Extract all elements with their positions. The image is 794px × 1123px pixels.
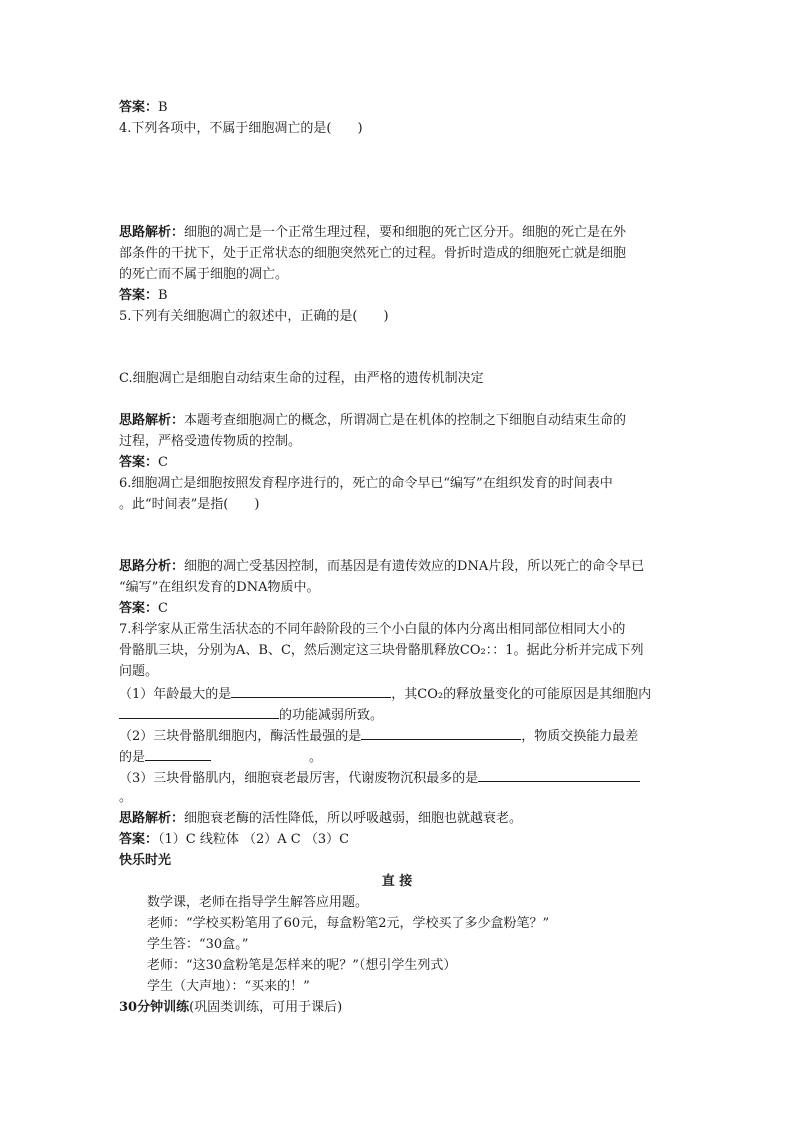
answer-label: 答案： bbox=[119, 832, 159, 847]
story-line-5: 学生（大声地）：“买来的！” bbox=[147, 979, 310, 994]
question-7-line-1: 7.科学家从正常生活状态的不同年龄阶段的三个小白鼠的体内分离出相同部位相同大小的 bbox=[119, 622, 626, 637]
analysis-text: 细胞衰老酶的活性降低，所以呼吸越弱，细胞也就越衰老。 bbox=[184, 811, 523, 826]
story-title: 直 接 bbox=[381, 874, 413, 889]
analysis-label: 思路分析： bbox=[119, 559, 185, 574]
q7-sub1-end: 的功能减弱所致。 bbox=[279, 708, 384, 723]
q7-sub2-mid: ，物质交换能力最差 bbox=[521, 729, 639, 744]
story-line-3: 学生答：“30盒。” bbox=[147, 937, 249, 952]
q7-sub2-cont: 的是 bbox=[119, 750, 146, 765]
q7-sub1-line-1 bbox=[119, 683, 651, 705]
blank-enzyme-strongest[interactable] bbox=[361, 725, 521, 740]
q6-analysis-line-2: “编写”在组织发育的DNA物质中。 bbox=[119, 580, 320, 595]
q5-analysis-line-2: 过程，严格受遗传物质的控制。 bbox=[119, 434, 302, 449]
question-4: 4.下列各项中，不属于细胞凋亡的是( ) bbox=[119, 121, 363, 136]
blank-organelle[interactable] bbox=[119, 704, 279, 719]
analysis-label: 思路解析： bbox=[119, 225, 185, 240]
answer-label: 答案： bbox=[119, 288, 159, 303]
question-6-line-2: 。此“时间表”是指( ) bbox=[119, 497, 260, 512]
answer-value: C bbox=[158, 455, 168, 470]
training-note: (巩固类训练，可用于课后) bbox=[189, 1000, 343, 1015]
q7-sub2-line-2 bbox=[119, 746, 322, 768]
answer-line-q3 bbox=[119, 98, 168, 118]
q5-analysis-line-1 bbox=[119, 411, 626, 431]
q7-sub1-mid: ，其CO₂的释放量变化的可能原因是其细胞内 bbox=[391, 687, 652, 702]
analysis-label: 思路解析： bbox=[119, 811, 185, 826]
q7-sub2-line-1 bbox=[119, 725, 638, 747]
answer-value: B bbox=[158, 100, 168, 115]
answer-value: B bbox=[158, 288, 168, 303]
q4-analysis-line-2: 部条件的干扰下，处于正常状态的细胞突然死亡的过程。骨折时造成的细胞死亡就是细胞 bbox=[119, 246, 627, 261]
q6-analysis-line-1 bbox=[119, 557, 644, 577]
answer-value: C bbox=[158, 601, 168, 616]
question-6-line-1: 6.细胞凋亡是细胞按照发育程序进行的，死亡的命令早已“编写”在组织发育的时间表中 bbox=[119, 476, 613, 491]
answer-label: 答案： bbox=[119, 100, 159, 115]
analysis-text: 细胞的凋亡是一个正常生理过程，要和细胞的死亡区分开。细胞的死亡是在外 bbox=[184, 225, 627, 240]
section-title-happy-time: 快乐时光 bbox=[119, 853, 172, 868]
q4-analysis-line-1 bbox=[119, 223, 626, 243]
blank-oldest[interactable] bbox=[231, 683, 391, 698]
blank-most-aged[interactable] bbox=[478, 767, 640, 782]
analysis-text: 细胞的凋亡受基因控制，而基因是有遗传效应的DNA片段，所以死亡的命令早已 bbox=[184, 559, 645, 574]
answer-label: 答案： bbox=[119, 455, 159, 470]
answer-label: 答案： bbox=[119, 601, 159, 616]
q7-analysis bbox=[119, 809, 522, 829]
answer-line-q6 bbox=[119, 599, 168, 619]
q5-option-c: C.细胞凋亡是细胞自动结束生命的过程，由严格的遗传机制决定 bbox=[119, 371, 484, 386]
q7-sub2-prompt: （2）三块骨骼肌细胞内，酶活性最强的是 bbox=[119, 729, 362, 744]
q4-analysis-line-3: 的死亡而不属于细胞的凋亡。 bbox=[119, 267, 289, 282]
answer-line-q7 bbox=[119, 830, 349, 850]
blank-exchange-worst[interactable] bbox=[145, 746, 211, 761]
story-line-1: 数学课，老师在指导学生解答应用题。 bbox=[147, 895, 369, 910]
answer-line-q5 bbox=[119, 453, 168, 473]
analysis-text: 本题考查细胞凋亡的概念，所谓凋亡是在机体的控制之下细胞自动结束生命的 bbox=[184, 413, 627, 428]
q7-sub1-prompt: （1）年龄最大的是 bbox=[119, 687, 232, 702]
q7-sub2-end: 。 bbox=[309, 750, 323, 765]
answer-line-q4 bbox=[119, 286, 168, 306]
analysis-label: 思路解析： bbox=[119, 413, 185, 428]
q7-sub3-prompt: （3）三块骨骼肌内，细胞衰老最厉害，代谢废物沉积最多的是 bbox=[119, 771, 479, 786]
story-line-4: 老师：“这30盒粉笔是怎样来的呢？”（想引学生列式） bbox=[147, 958, 457, 973]
q7-sub3-line-2: 。 bbox=[119, 790, 133, 805]
story-line-2: 老师：“学校买粉笔用了60元，每盒粉笔2元，学校买了多少盒粉笔？” bbox=[147, 916, 550, 931]
question-7-line-3: 问题。 bbox=[119, 664, 159, 679]
training-bold: 30分钟训练 bbox=[119, 1000, 190, 1015]
question-7-line-2: 骨骼肌三块，分别为A、B、C，然后测定这三块骨骼肌释放CO₂：：1。据此分析并完成下列 bbox=[119, 643, 644, 658]
q7-sub1-line-2 bbox=[119, 704, 383, 726]
q7-sub3-line-1 bbox=[119, 767, 640, 789]
section-heading-training bbox=[119, 998, 342, 1018]
answer-value: （1）C 线粒体 （2）A C （3）C bbox=[158, 832, 350, 847]
question-5: 5.下列有关细胞凋亡的叙述中，正确的是( ) bbox=[119, 309, 389, 324]
